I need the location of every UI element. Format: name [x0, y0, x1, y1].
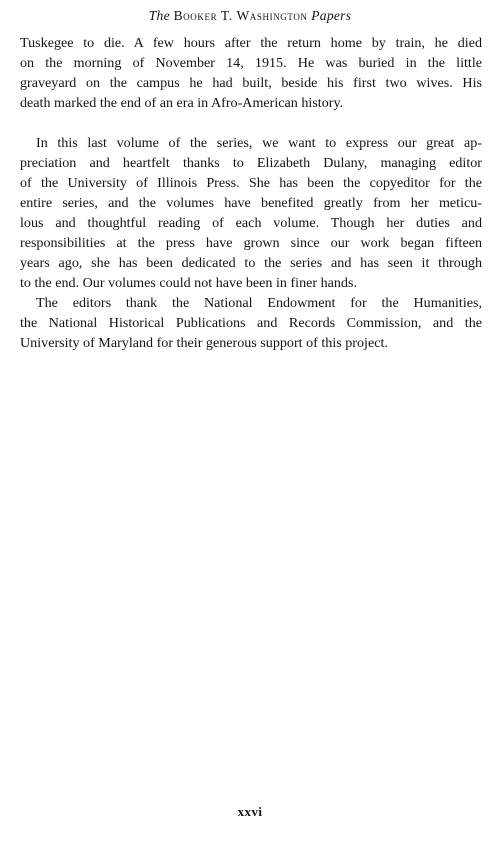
paragraph: [20, 133, 482, 293]
text-line: years ago, she has been dedicated to the series and has seen it through: [20, 255, 482, 271]
text-line: responsibilities at the press have grown since our work began fifteen: [20, 235, 482, 251]
paragraph: [20, 33, 482, 113]
text-line: The editors thank the National Endowment for the Humanities,: [36, 295, 482, 311]
paragraph: [20, 293, 482, 353]
text-line: of the University of Illinois Press. She has been the copyeditor for the: [20, 175, 482, 191]
paragraph-gap: [20, 113, 482, 133]
text-line: graveyard on the campus he had built, beside his first two wives. His: [20, 75, 482, 91]
body-text: [20, 33, 482, 353]
text-line: the National Historical Publications and Records Commission, and the: [20, 315, 482, 331]
text-line: Tuskegee to die. A few hours after the return home by train, he died: [20, 35, 482, 51]
text-line: entire series, and the volumes have benefited greatly from her meticu-: [20, 195, 482, 211]
text-line: to the end. Our volumes could not have been in finer hands.: [20, 275, 357, 291]
text-line: lous and thoughtful reading of each volume. Though her duties and: [20, 215, 482, 231]
text-line: In this last volume of the series, we want to express our great ap-: [36, 135, 482, 151]
running-head: [0, 8, 500, 24]
page-number: xxvi: [237, 804, 263, 819]
text-line: on the morning of November 14, 1915. He was buried in the little: [20, 55, 482, 71]
running-head-the: The: [148, 8, 170, 23]
text-line: death marked the end of an era in Afro-American history.: [20, 95, 344, 111]
running-head-name: Booker T. Washington: [173, 8, 308, 23]
text-line: University of Maryland for their generous support of this project.: [20, 335, 388, 351]
running-head-papers: Papers: [311, 8, 352, 23]
text-line: preciation and heartfelt thanks to Elizabeth Dulany, managing editor: [20, 155, 482, 171]
